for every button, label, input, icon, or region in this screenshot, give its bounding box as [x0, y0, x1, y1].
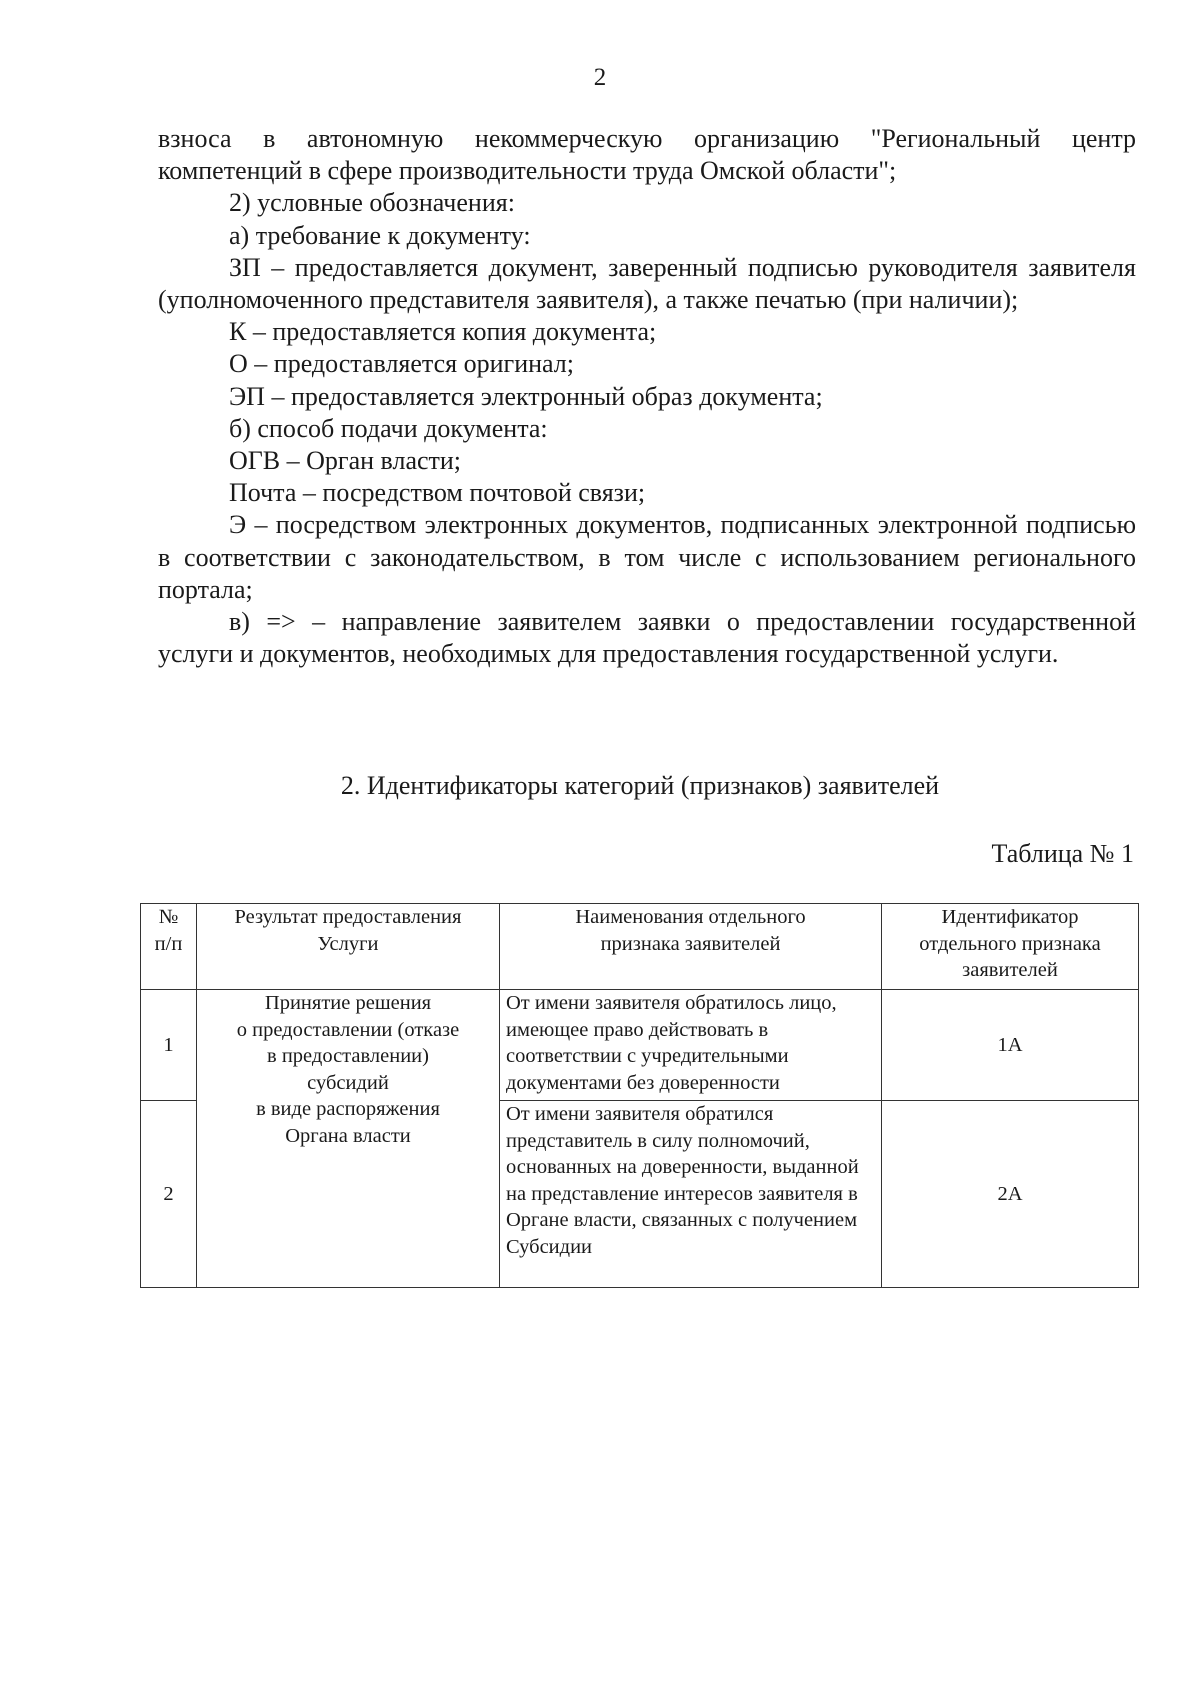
row-identifier: 2А: [882, 1101, 1139, 1288]
paragraph-ep: ЭП – предоставляется электронный образ документа;: [229, 381, 823, 411]
paragraph-method-title: б) способ подачи документа:: [229, 413, 548, 443]
paragraph-mail: Почта – посредством почтовой связи;: [229, 478, 646, 508]
paragraph-requirement-title: а) требование к документу:: [229, 220, 531, 250]
paragraph-electronic: Э – посредством электронных документов, подписанных электронной подписью в соответствии с законодательством, в том числе с использованием регионального портала;: [158, 510, 1136, 604]
row-identifier: 1А: [882, 990, 1139, 1101]
paragraph-ogv: ОГВ – Орган власти;: [229, 446, 462, 476]
applicant-identifiers-table: [140, 903, 1139, 1288]
header-result: Результат предоставления Услуги: [197, 904, 500, 990]
header-identifier: Идентификатор отдельного признака заявителей: [882, 904, 1139, 990]
row-attribute: От имени заявителя обратился представитель в силу полномочий, основанных на доверенности, выданной на представление интересов заявителя в Органе власти, связанных с получением Субсидии: [500, 1101, 882, 1288]
result-cell: Принятие решения о предоставлении (отказе в предоставлении) субсидий в виде распоряжения Органа власти: [197, 990, 500, 1288]
header-attribute: Наименования отдельного признака заявителей: [500, 904, 882, 990]
row-number: 2: [141, 1101, 197, 1288]
table-header-row: [141, 904, 1139, 990]
body-text: [158, 123, 1136, 670]
paragraph-legend-title: 2) условные обозначения:: [229, 188, 515, 218]
table-caption: Таблица № 1: [991, 839, 1134, 868]
paragraph-zp: ЗП – предоставляется документ, заверенный подписью руководителя заявителя (уполномоченного представителя заявителя), а также печатью (при наличии);: [158, 252, 1136, 315]
page-number: 2: [593, 64, 607, 91]
section-heading: 2. Идентификаторы категорий (признаков) заявителей: [340, 771, 940, 800]
paragraph-continuation: взноса в автономную некоммерческую организацию "Региональный центр компетенций в сфере производительности труда Омской области";: [158, 124, 1136, 186]
paragraph-k: К – предоставляется копия документа;: [229, 317, 657, 347]
table-row: [141, 990, 1139, 1101]
header-number: № п/п: [141, 904, 197, 990]
row-number: 1: [141, 990, 197, 1101]
paragraph-arrow: в) => – направление заявителем заявки о предоставлении государственной услуги и документов, необходимых для предоставления государственной услуги.: [158, 607, 1136, 669]
paragraph-o: О – предоставляется оригинал;: [229, 349, 574, 379]
row-attribute: От имени заявителя обратилось лицо, имеющее право действовать в соответствии с учредительными документами без доверенности: [500, 990, 882, 1101]
